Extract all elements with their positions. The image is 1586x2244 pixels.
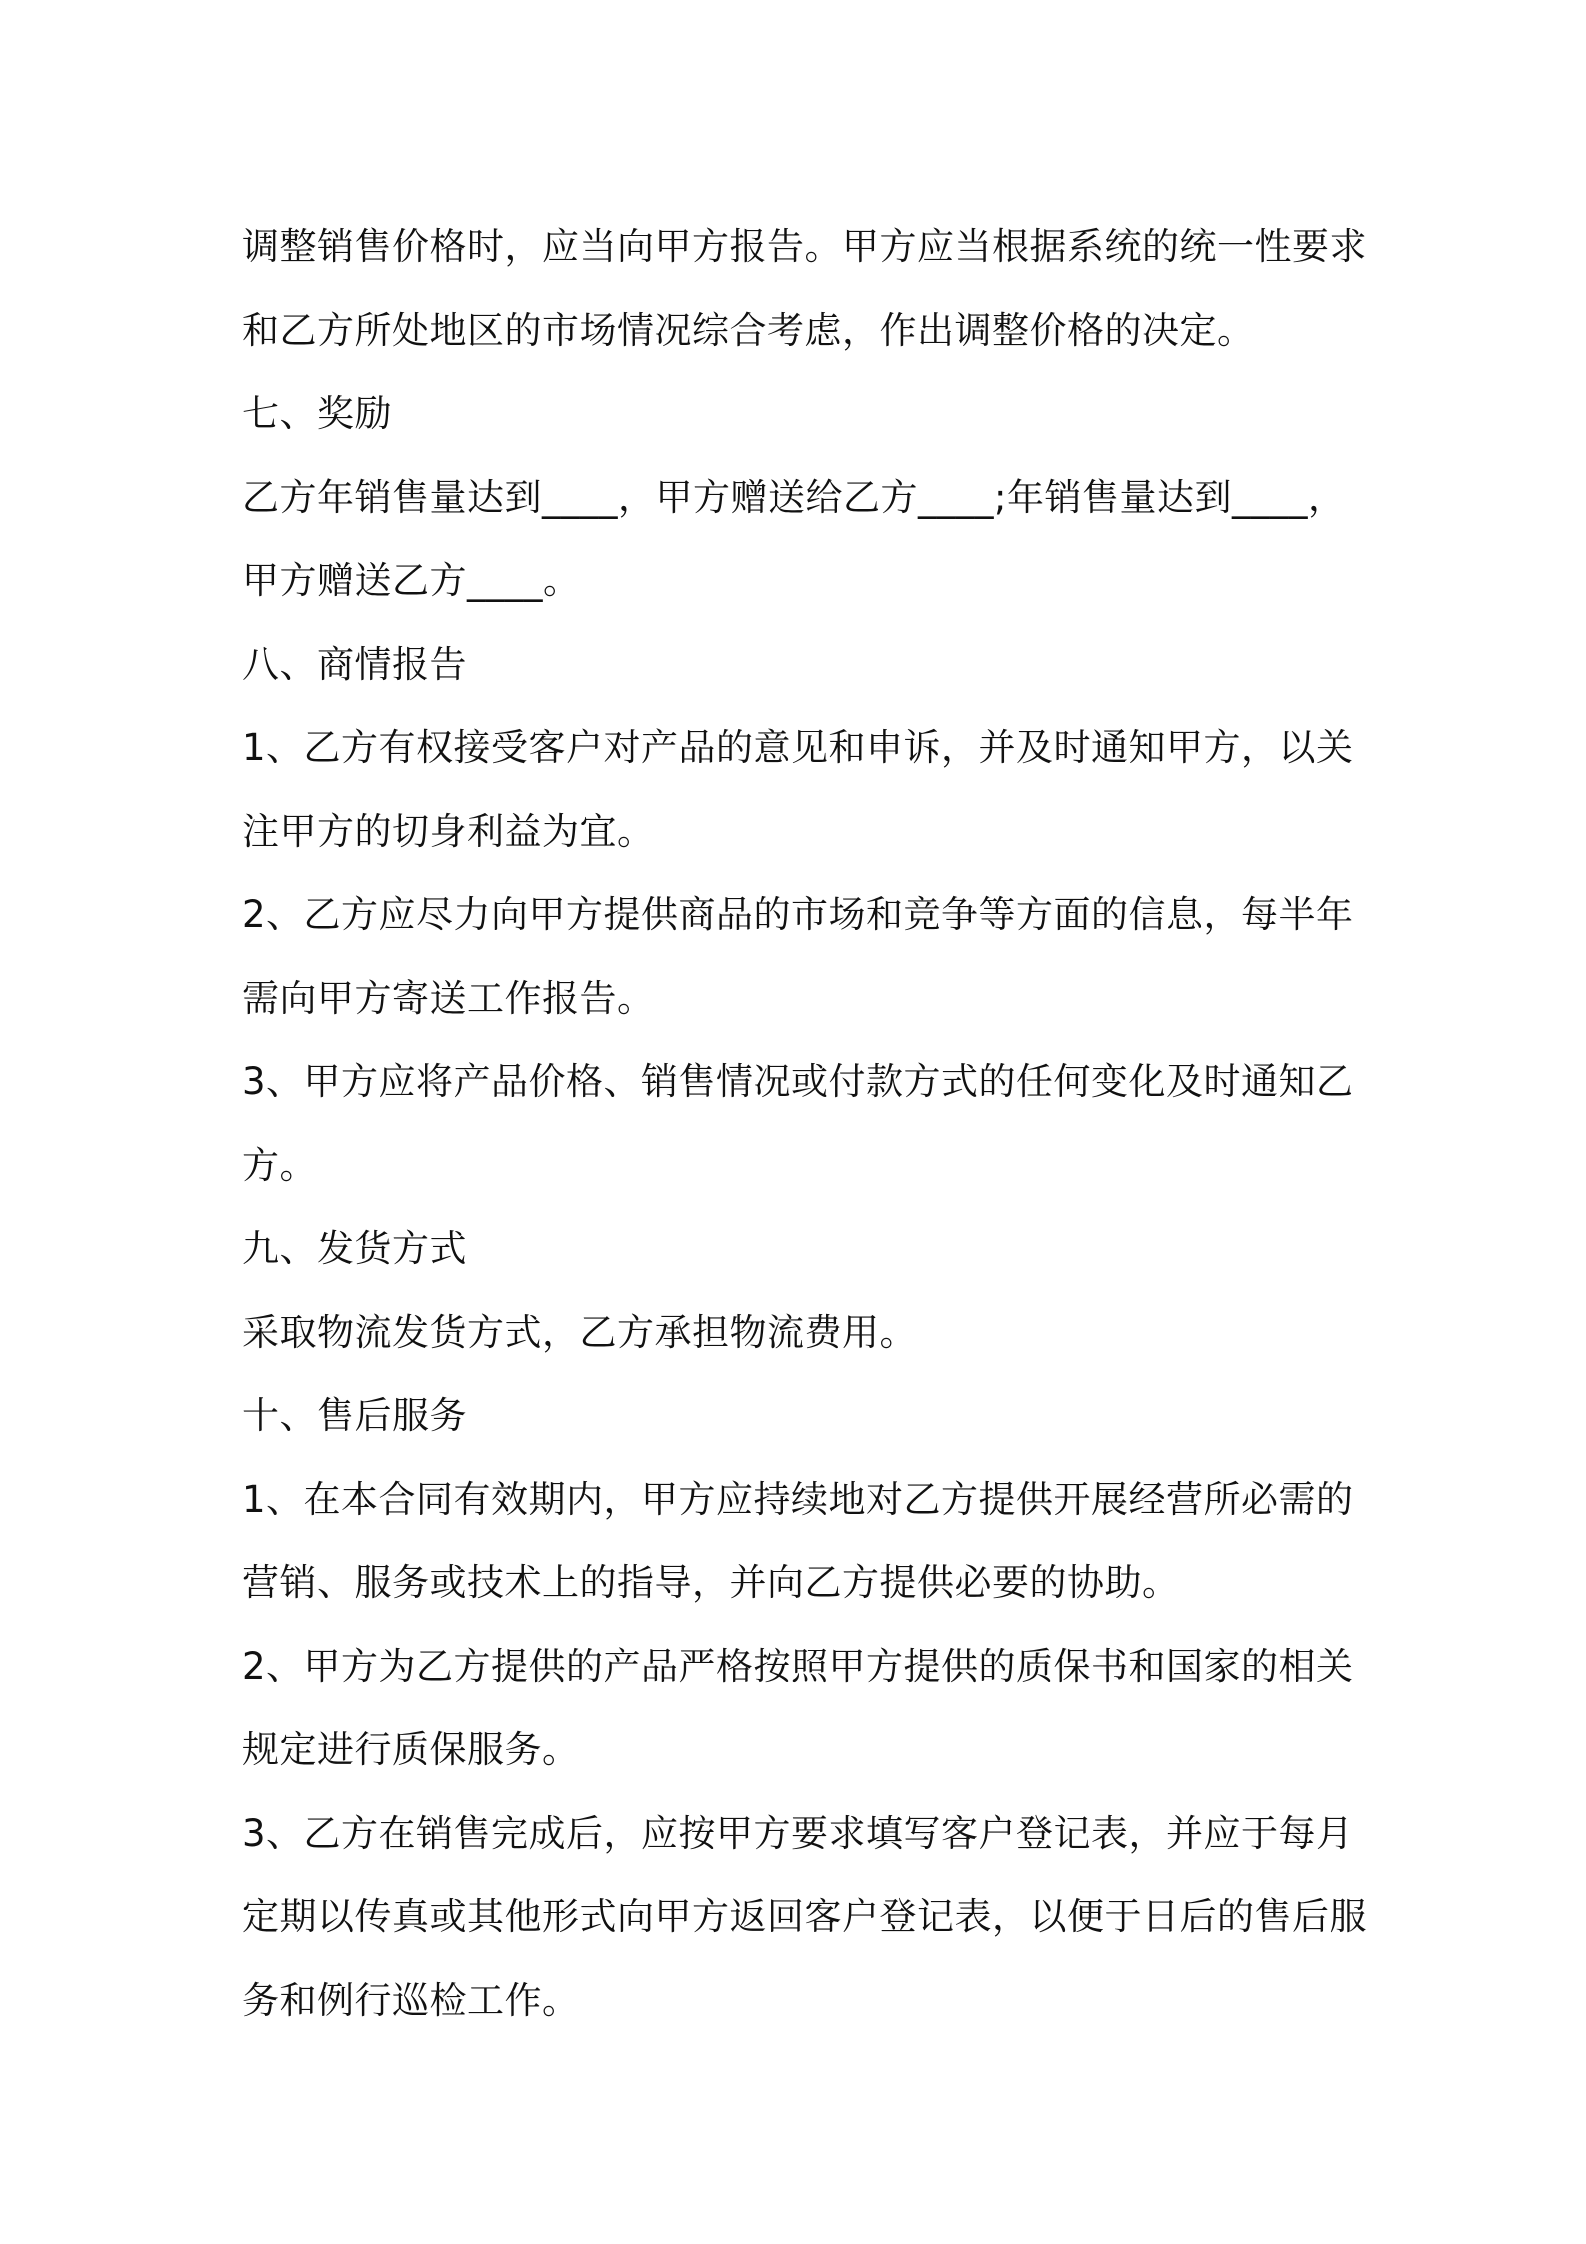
paragraph-line: 和乙方所处地区的市场情况综合考虑，作出调整价格的决定。 bbox=[242, 308, 1255, 352]
paragraph-line: 需向甲方寄送工作报告。 bbox=[242, 976, 655, 1020]
paragraph-line: 营销、服务或技术上的指导，并向乙方提供必要的协助。 bbox=[242, 1561, 1180, 1604]
paragraph-line: 乙方年销售量达到____，甲方赠送给乙方____;年销售量达到____， bbox=[242, 475, 1346, 519]
paragraph-line: 调整销售价格时，应当向甲方报告。甲方应当根据系统的统一性要求 bbox=[242, 225, 1367, 268]
document-body bbox=[242, 205, 1367, 2042]
paragraph-line: 甲方赠送乙方____。 bbox=[242, 559, 581, 602]
section-heading-shipping: 九、发货方式 bbox=[242, 1227, 467, 1270]
paragraph-line: 定期以传真或其他形式向甲方返回客户登记表，以便于日后的售后服 bbox=[242, 1895, 1367, 1938]
section-heading-reward: 七、奖励 bbox=[242, 392, 392, 435]
paragraph-line: 3、甲方应将产品价格、销售情况或付款方式的任何变化及时通知乙 bbox=[242, 1060, 1354, 1103]
paragraph-line: 务和例行巡检工作。 bbox=[242, 1978, 580, 2022]
paragraph-line: 3、乙方在销售完成后，应按甲方要求填写客户登记表，并应于每月 bbox=[242, 1811, 1354, 1855]
paragraph-line: 1、在本合同有效期内，甲方应持续地对乙方提供开展经营所必需的 bbox=[242, 1477, 1354, 1521]
paragraph-line: 采取物流发货方式，乙方承担物流费用。 bbox=[242, 1310, 917, 1354]
paragraph-line: 2、甲方为乙方提供的产品严格按照甲方提供的质保书和国家的相关 bbox=[242, 1644, 1354, 1688]
paragraph-line: 1、乙方有权接受客户对产品的意见和申诉，并及时通知甲方，以关 bbox=[242, 726, 1354, 769]
section-heading-business-report: 八、商情报告 bbox=[242, 642, 467, 686]
paragraph-line: 2、乙方应尽力向甲方提供商品的市场和竞争等方面的信息，每半年 bbox=[242, 893, 1354, 936]
paragraph-line: 方。 bbox=[242, 1143, 317, 1187]
paragraph-line: 规定进行质保服务。 bbox=[242, 1728, 580, 1771]
paragraph-line: 注甲方的切身利益为宜。 bbox=[242, 809, 655, 853]
section-heading-after-sales: 十、售后服务 bbox=[242, 1394, 467, 1437]
